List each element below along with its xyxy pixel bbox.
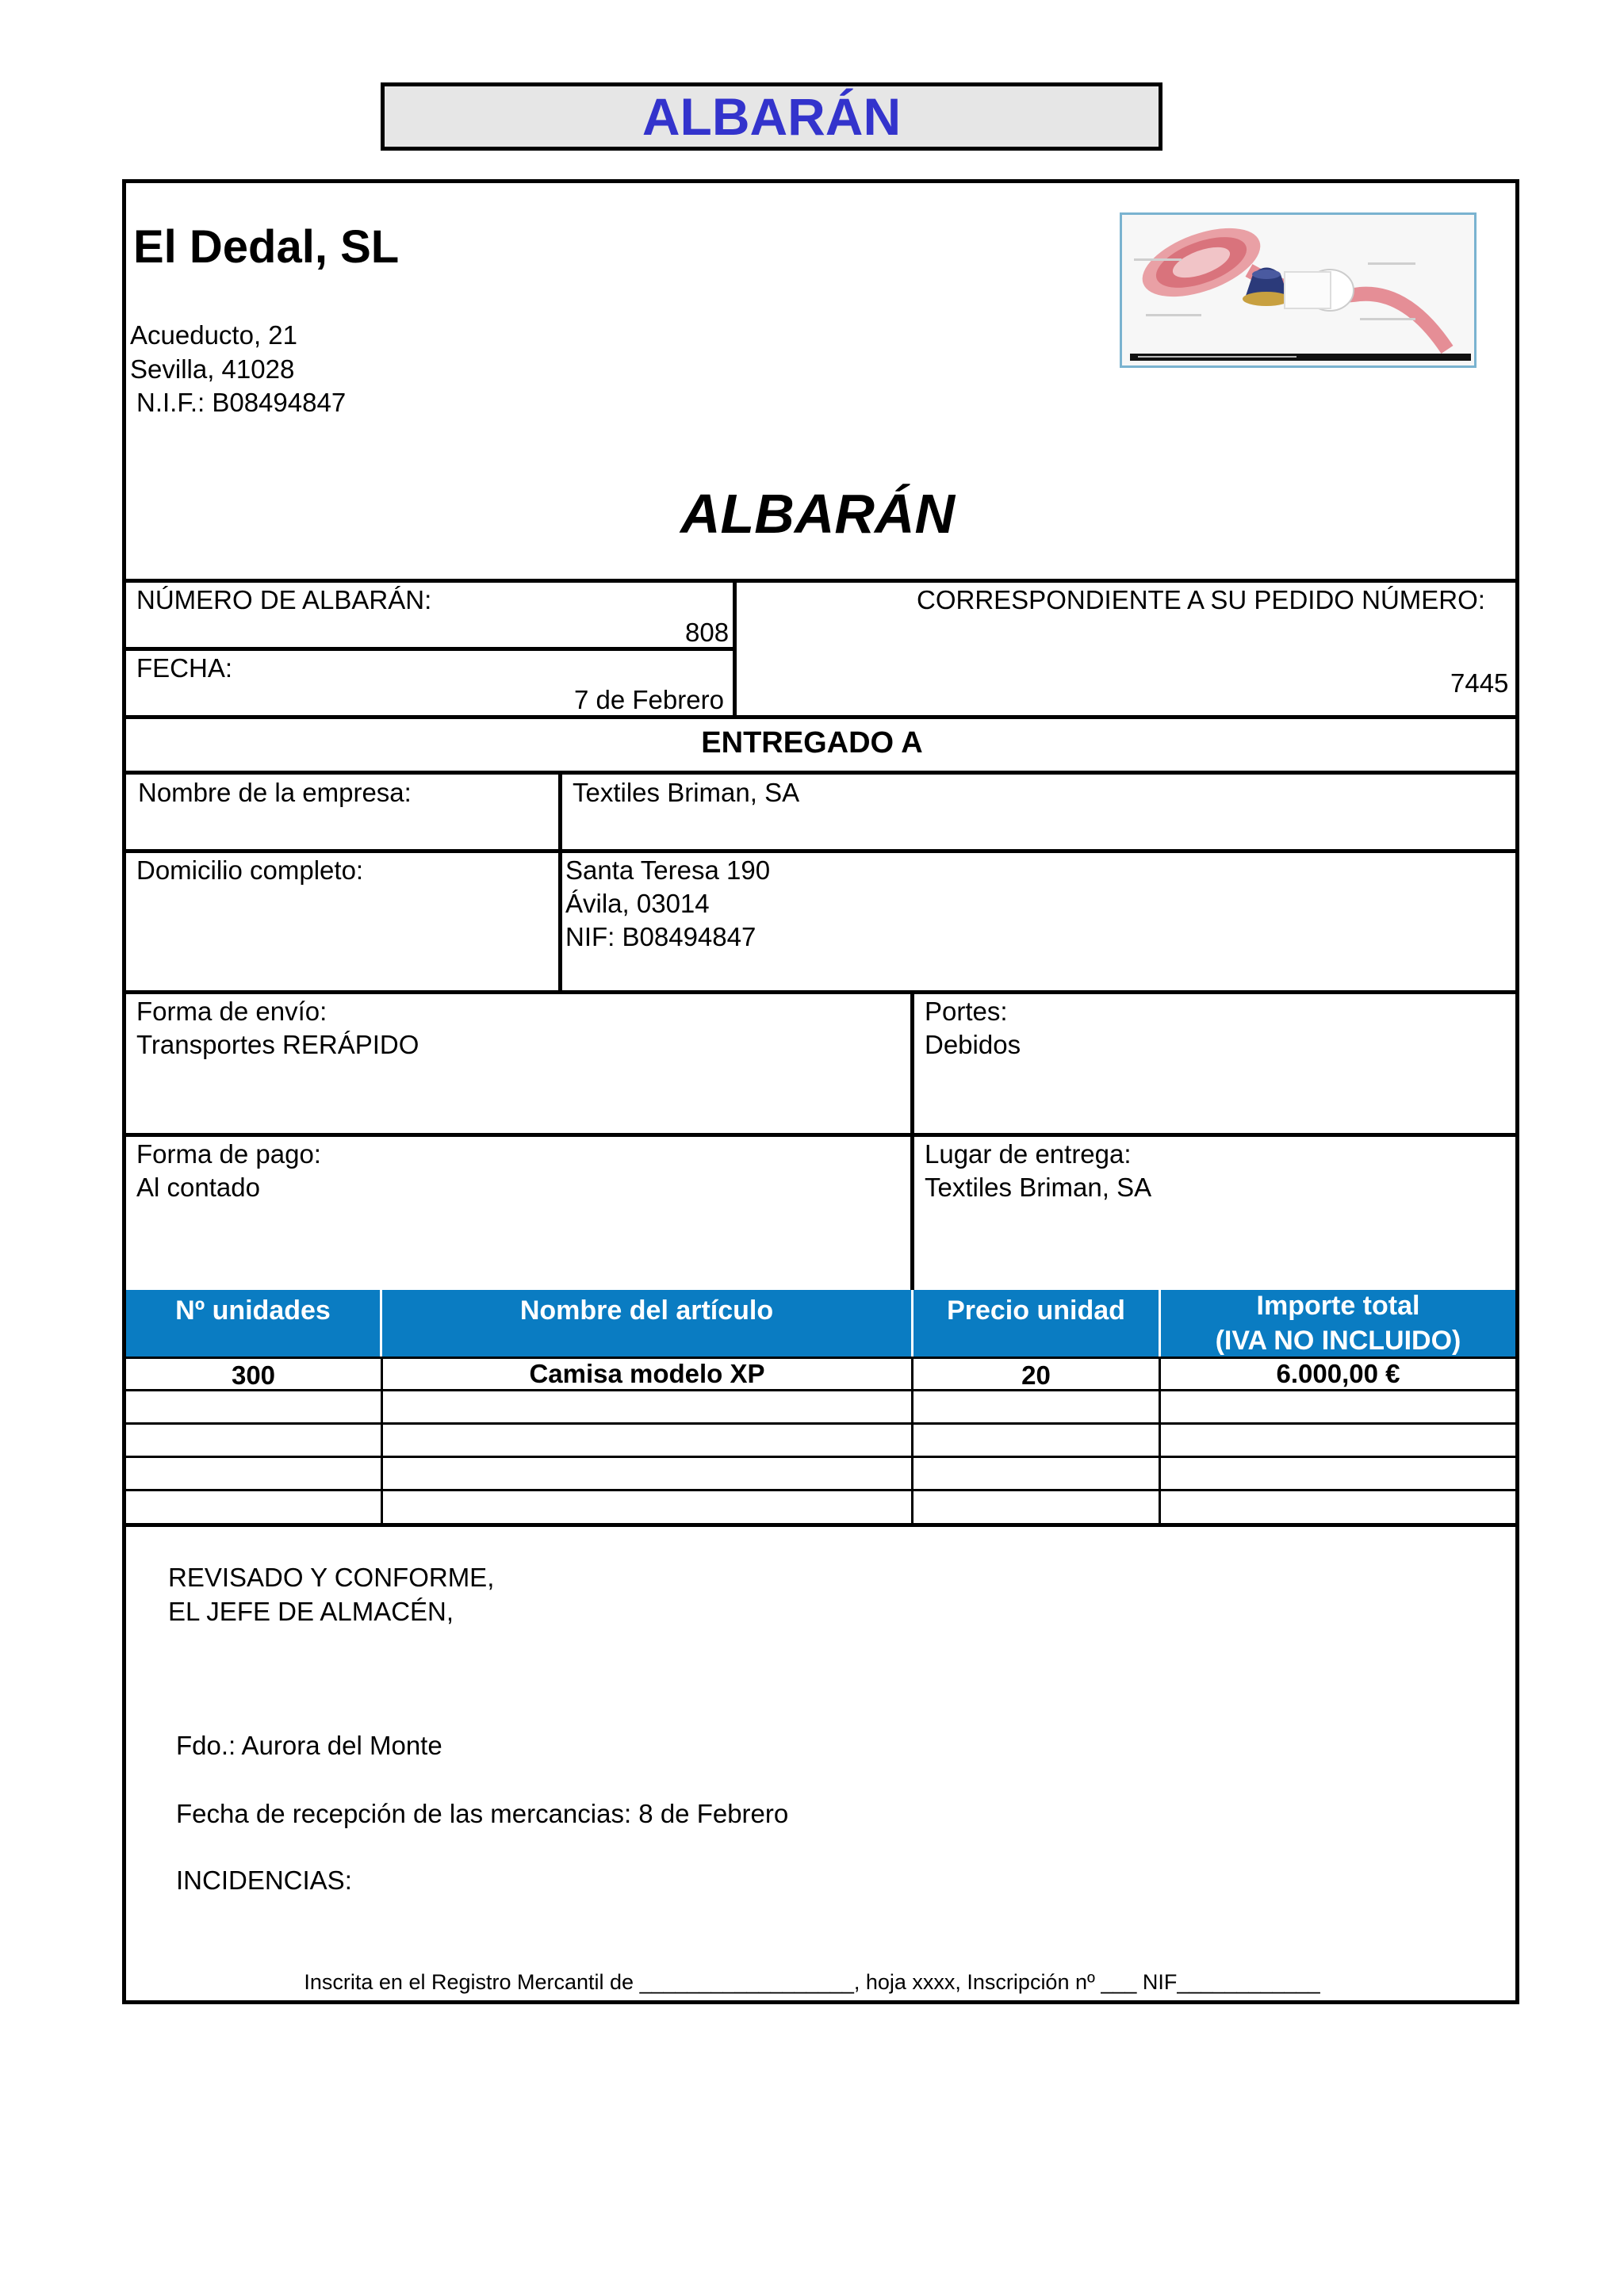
firma-text: Fdo.: Aurora del Monte (176, 1731, 442, 1760)
divider (126, 1456, 1515, 1458)
pago-label: Forma de pago: (136, 1139, 321, 1169)
incidencias-text: INCIDENCIAS: (176, 1866, 352, 1895)
document-title: ALBARÁN (680, 483, 956, 545)
banner-title: ALBARÁN (642, 87, 902, 146)
envio-value: Transportes RERÁPIDO (136, 1030, 419, 1059)
column-header-importe: Importe total (1256, 1291, 1420, 1321)
company-address-line1: Acueducto, 21 (130, 320, 297, 350)
column-header-unidades: Nº unidades (175, 1295, 331, 1326)
envio-label: Forma de envío: (136, 997, 327, 1026)
divider (122, 990, 1519, 994)
numero-label: NÚMERO DE ALBARÁN: (136, 585, 432, 614)
domicilio-line2: Ávila, 03014 (565, 889, 710, 918)
pedido-label: CORRESPONDIENTE A SU PEDIDO NÚMERO: (917, 585, 1485, 614)
divider (910, 990, 914, 1292)
company-nif: N.I.F.: B08494847 (136, 388, 347, 417)
divider (122, 579, 1519, 583)
cell-importe: 6.000,00 € (1276, 1359, 1400, 1388)
pedido-value: 7445 (1450, 668, 1509, 698)
portes-label: Portes: (925, 997, 1008, 1026)
recepcion-text: Fecha de recepción de las mercancias: 8 de Febrero (176, 1799, 789, 1828)
divider (126, 1422, 1515, 1425)
divider (126, 1489, 1515, 1491)
domicilio-line1: Santa Teresa 190 (565, 855, 771, 885)
divider (122, 849, 1519, 853)
portes-value: Debidos (925, 1030, 1021, 1059)
top-banner (381, 82, 1162, 151)
domicilio-label: Domicilio completo: (136, 855, 364, 885)
divider (122, 647, 737, 651)
jefe-text: EL JEFE DE ALMACÉN, (168, 1597, 454, 1626)
empresa-value: Textiles Briman, SA (573, 778, 800, 807)
lugar-value: Textiles Briman, SA (925, 1173, 1152, 1202)
pago-value: Al contado (136, 1173, 260, 1202)
column-header-precio: Precio unidad (947, 1295, 1125, 1326)
company-logo-image (1120, 212, 1477, 368)
divider (122, 1133, 1519, 1137)
registro-text: Inscrita en el Registro Mercantil de __________________, hoja xxxx, Inscripción nº ___ NIF____________ (304, 1970, 1320, 1994)
numero-value: 808 (685, 618, 730, 647)
revisado-text: REVISADO Y CONFORME, (168, 1563, 495, 1592)
thimble-and-tape-measure-icon (1122, 215, 1474, 365)
fecha-label: FECHA: (136, 653, 233, 683)
divider (122, 771, 1519, 775)
divider (558, 771, 562, 993)
column-header-iva: (IVA NO INCLUIDO) (1215, 1326, 1461, 1356)
lugar-label: Lugar de entrega: (925, 1139, 1132, 1169)
company-address-line2: Sevilla, 41028 (130, 354, 295, 384)
column-header-articulo: Nombre del artículo (519, 1295, 774, 1326)
empresa-label: Nombre de la empresa: (138, 778, 412, 807)
cell-precio: 20 (1021, 1360, 1051, 1390)
fecha-value: 7 de Febrero (574, 685, 724, 714)
company-name: El Dedal, SL (133, 221, 400, 273)
cell-articulo: Camisa modelo XP (529, 1359, 765, 1388)
domicilio-line3: NIF: B08494847 (565, 922, 756, 951)
cell-unidades: 300 (231, 1360, 276, 1390)
entregado-heading: ENTREGADO A (701, 726, 923, 760)
divider (122, 1523, 1519, 1527)
divider (122, 715, 1519, 719)
